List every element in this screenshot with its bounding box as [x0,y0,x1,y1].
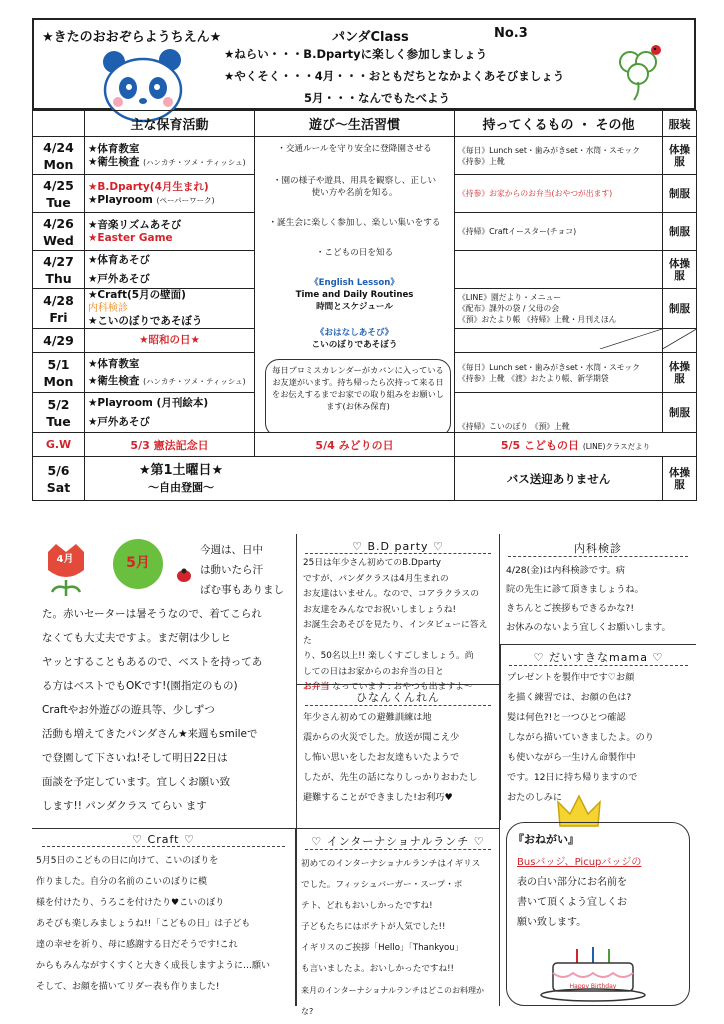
date-cell: 4/29 [33,329,85,353]
saturday-row [33,457,697,501]
gw-constitution-day: 5/3 憲法記念日 [85,433,255,457]
bd-party-body: 25日は年少さん初めてのB.Dparty ですが、パンダクラスは4月生まれの お友達はいません。なので、コアラクラスの お友達をみんなでお祝いしましょうね! お誕生会あそびを見たり、インタビューに答えた り、50名以上!! 楽しくすごしましょう。尚 しての日はお家からのお弁当の日と お弁当 なっています : おやつも出ますよ～ [303,558,488,692]
no-bus-cell: バス送迎ありません [455,457,663,501]
activity-cell: ★Playroom (月刊絵本) ★戸外あそび [85,393,255,433]
header-clothes: 服装 [663,111,697,137]
class-name: パンダClass [332,30,409,45]
april-label: 4月 [56,554,74,565]
cake-text: Happy Birthday [569,983,617,990]
clothes-cell: 体操服 [663,457,697,501]
medical-exam-body: 4/28(金)は内科検診です。病 院の先生に診て頂きましょうね。 きちんとご挨拶もできるかな?! お休みのないよう宜しくお願いします。 [506,565,671,633]
request-body: Busバッジ、Picupバッジの 表の白い部分にお名前を 書いて頂くよう宜しくお 願い致します。 [517,857,642,928]
story-play-label: 《おはなしあそび》 [315,328,394,338]
bring-cell: 《持帰》Craftイースター(チョコ) [455,213,663,251]
promise-calendar-balloon: 毎日プロミスカレンダーがカバンに入っているお友達がいます。持ち帰ったら次持って来る日をお伝えするまでお家での取り組みをお願いします(お休み保育) [265,359,451,433]
international-lunch-title: ♡ インターナショナルランチ ♡ [305,833,491,850]
medical-exam-title: 内科検診 [508,540,688,557]
date-cell: 5/6 Sat [33,457,85,501]
bring-cell: 《持参》お家からのお弁当(おやつが出ます) [455,175,663,213]
table-row [33,137,697,175]
empty-slash [455,329,662,349]
activity-cell: ★体育教室 ★衛生検査 (ハンカチ・ツメ・ティッシュ) [85,353,255,393]
date-cell: 4/26 Wed [33,213,85,251]
bring-cell [455,251,663,289]
intro-line: ヤッとすることもあるので、ベストを持ってあ [42,656,263,668]
clothes-cell [663,329,697,353]
date-cell: 4/25 Tue [33,175,85,213]
english-lesson-topic: Time and Daily Routines [295,290,414,300]
header-date [33,111,85,137]
evacuation-drill-title: ひなんくんれん [305,689,491,706]
english-lesson-topic-ja: 時間とスケジュール [316,302,393,312]
life-item: ・園の様子や遊具、用具を観察し、正しい使い方や名前を知る。 [272,176,437,198]
tulip-icon [40,540,92,598]
first-saturday-cell: ★第1土曜日★ ～自由登園～ [85,457,455,501]
bring-cell: 《持帰》こいのぼり 《預》上靴 [455,393,663,433]
mama-body: プレゼントを製作中です♡お顔 を描く練習では、お顔の色は? 髪は何色?!と一つひとつ確認 しながら描いていきましたよ。のり も使いながら一生けん命製作中 です。12日に持ち帰りますので おたのしみに [507,672,654,803]
table-header-row [33,111,697,137]
activity-cell: ★体育あそび ★戸外あそび [85,251,255,289]
date-cell: 4/27 Thu [33,251,85,289]
clothes-cell: 体操服 [663,353,697,393]
activity-cell: ★音楽リズムあそび ★Easter Game [85,213,255,251]
issue-number: No.3 [494,26,528,41]
birthday-cake-icon [537,943,649,1003]
intro-line: します!! パンダクラス てらい ます [42,800,207,812]
date-cell: 4/28 Fri [33,289,85,329]
golden-week-row [33,433,697,457]
intro-line: は動いたら汗 [200,564,263,576]
intro-line: で登園して下さいね!そして明日22日は [42,752,228,764]
activity-cell: ★B.Dparty(4月生まれ) ★Playroom (ペーパーワーク) [85,175,255,213]
intro-line: ばむ事もありまし [200,584,284,596]
intro-line: 面談を予定しています。宜しくお願い致 [42,776,231,788]
gw-label: G.W [33,433,85,457]
gw-childrens-day: 5/5 こどもの日 (LINE)クラスだより [455,433,697,457]
clothes-cell: 制服 [663,213,697,251]
medical-exam-box [500,534,696,644]
clover-icon [610,42,666,102]
english-lesson-label: 《English Lesson》 [309,278,399,288]
life-habits-cell [255,137,455,433]
bring-cell: 《LINE》園だより・メニュー 《配布》課外の袋 / 父母の会 《預》おたより帳 《持帰》上靴・月刊えほん [455,289,663,329]
date-cell: 5/2 Tue [33,393,85,433]
clothes-cell: 体操服 [663,251,697,289]
intro-line: た。赤いセーターは暑そうなので、着てこられ [42,608,262,620]
clothes-cell: 制服 [663,289,697,329]
header-activities: 主な保育活動 [85,111,255,137]
story-play-title: こいのぼりであそぼう [311,340,398,350]
header-bring: 持ってくるもの ・ その他 [455,111,663,137]
weekly-schedule-table [32,110,697,501]
international-lunch-box [296,828,500,1016]
craft-body: 5月5日のこどもの日に向けて、こいのぼりを 作りました。自分の名前のこいのぼりに模 様を付けたり、うろこを付けたり♥こいのぼり あそびも楽しみましょうね!!「こどもの日」は子ども 達の幸せを祈り、母に感謝する日だそうです!これ からもみんながすくすくと大きく成長しますように…願い そして、お顔を描いてリダー表も作りました! [36,856,271,992]
mama-title: ♡ だいすきなmama ♡ [509,649,688,666]
intro-message-box [32,534,296,828]
promise-may: 5月・・・なんでもたべよう [304,91,451,105]
craft-box [32,828,296,1006]
header-life: 遊び～生活習慣 [255,111,455,137]
may-label: 5月 [126,555,150,571]
date-cell: 4/24 Mon [33,137,85,175]
medical-exam-note: 内科検診 [88,303,128,314]
bento-highlight: お弁当 [303,682,330,692]
life-item: ・誕生会に楽しく参加し、楽しい集いをする [268,218,441,228]
international-lunch-body: 初めてのインターナショナルランチはイギリス でした。フィッシュバーガー・スープ・ポ テト、どれもおいしかったですね! 子どもたちにはポテトが人気でした!! イギリスのご挨拶「Hello」「Thankyou」 も言いましたよ。おいしかったですね!! 来月のインターナショナルランチはどこのお料理かな? [301,859,484,1016]
activity-cell: ★体育教室 ★衛生検査 (ハンカチ・ツメ・ティッシュ) [85,137,255,175]
clothes-cell: 制服 [663,175,697,213]
request-box [506,822,690,1006]
ladybug-icon [176,568,192,582]
intro-line: る方はベストでもOKです!(園指定のもの) [42,680,238,692]
life-item: ・こどもの日を知る [315,248,394,258]
intro-line: 活動も増えてきたパンダさん★来週もsmileで [42,728,258,740]
request-title: 『おねがい』 [513,833,579,846]
promise-april: ★やくそく・・・4月・・・おともだちとなかよくあそびましょう [224,69,565,83]
empty-slash [663,329,696,349]
intro-line: なくても大丈夫ですよ。まだ朝は少しヒ [42,632,231,644]
life-item: ・交通ルールを守り安全に登降園させる [277,144,432,154]
gw-greenery-day: 5/4 みどりの日 [255,433,455,457]
clothes-cell: 体操服 [663,137,697,175]
bd-party-box [296,534,500,692]
date-cell: 5/1 Mon [33,353,85,393]
intro-line: Craftやお外遊びの遊具等、少しずつ [42,704,215,716]
bring-cell [455,329,663,353]
bring-cell: 《毎日》Lunch set・歯みがきset・水筒・スモック 《持参》上靴 《渡》おたより帳、新学期袋 [455,353,663,393]
school-name: ★きたのおおぞらようちえん★ [42,30,222,45]
evacuation-drill-body: 年少さん初めての避難訓練は地 震からの火災でした。放送が聞こえ少 し怖い思いをしたお友達もいたようで したが、先生の話になりしっかりおわたし 避難することができました!お利巧♥ [303,712,478,803]
intro-line: 今週は、日中 [200,544,263,556]
clothes-cell: 制服 [663,393,697,433]
activity-cell: ★昭和の日★ [85,329,255,353]
evacuation-drill-box [296,684,500,828]
bring-cell: 《毎日》Lunch set・歯みがきset・水筒・スモック 《持参》上靴 [455,137,663,175]
bd-party-title: ♡ B.D party ♡ [305,540,491,554]
header-box [32,18,696,110]
aim-text: ★ねらい・・・B.Dpartyに楽しく参加しましょう [224,47,488,61]
activity-cell: ★Craft(5月の壁面) 内科検診 ★こいのぼりであそぼう [85,289,255,329]
craft-title: ♡ Craft ♡ [42,833,285,847]
